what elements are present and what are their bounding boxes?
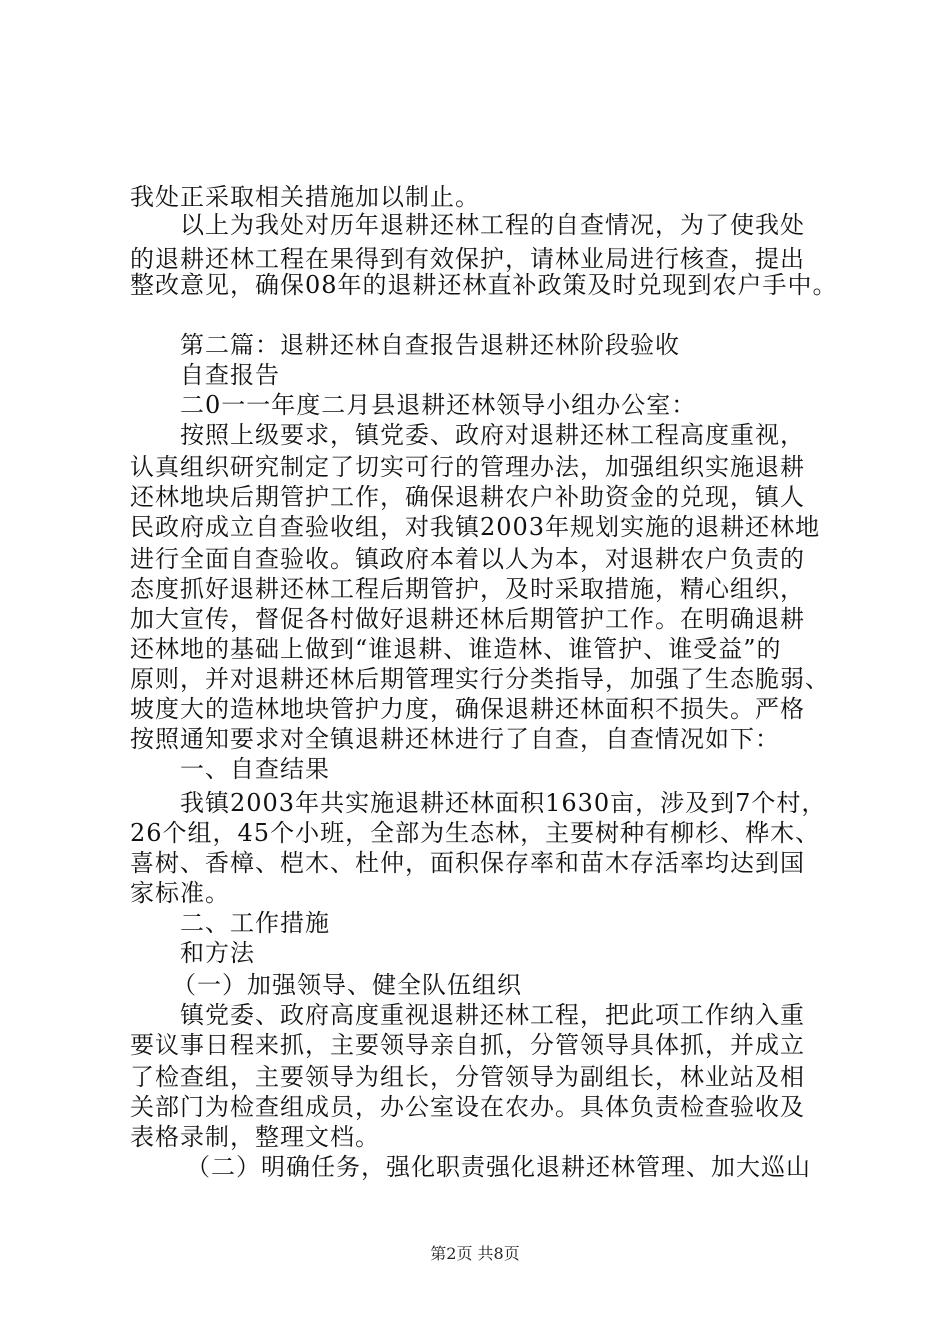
text-line: 我处正采取相关措施加以制止。 <box>130 183 480 211</box>
text-line: 还林地的基础上做到“谁退耕、谁造林、谁管护、谁受益”的 <box>130 635 782 663</box>
subsection-heading: （二）明确任务，强化职责强化退耕还林管理、加大巡山 <box>186 1153 811 1181</box>
text-line: 26个组，45个小班，全部为生态林，主要树种有柳杉、桦木、 <box>130 819 821 847</box>
text-line: 按照上级要求，镇党委、政府对退耕还林工程高度重视， <box>180 421 805 449</box>
text-line: 我镇2003年共实施退耕还林面积1630亩，涉及到7个村， <box>180 789 827 817</box>
text-line: 按照通知要求对全镇退耕还林进行了自查，自查情况如下： <box>130 725 780 753</box>
text-line: 自查报告 <box>180 361 280 389</box>
text-line: 以上为我处对历年退耕还林工程的自查情况，为了使我处 <box>180 211 805 239</box>
text-line: 要议事日程来抓，主要领导亲自抓，分管领导具体抓，并成立 <box>130 1031 805 1059</box>
text-line: 喜树、香樟、桤木、杜仲，面积保存率和苗木存活率均达到国 <box>130 849 805 877</box>
text-line: 了检查组，主要领导为组长，分管领导为副组长，林业站及相 <box>130 1063 805 1091</box>
text-line: 民政府成立自查验收组，对我镇2003年规划实施的退耕还林地 <box>130 513 821 541</box>
text-line: 态度抓好退耕还林工程后期管护，及时采取措施，精心组织， <box>130 575 805 603</box>
text-line: 还林地块后期管护工作，确保退耕农户补助资金的兑现，镇人 <box>130 483 805 511</box>
text-line: 整改意见，确保08年的退耕还林直补政策及时兑现到农户手中。 <box>130 271 838 299</box>
text-line: 进行全面自查验收。镇政府本着以人为本，对退耕农户负责的 <box>130 545 805 573</box>
text-line: 原则，并对退耕还林后期管理实行分类指导，加强了生态脆弱、 <box>130 665 830 693</box>
text-line: 关部门为检查组成员，办公室设在农办。具体负责检查验收及 <box>130 1093 805 1121</box>
text-line: 镇党委、政府高度重视退耕还林工程，把此项工作纳入重 <box>180 1001 805 1029</box>
section-heading-continued: 和方法 <box>180 939 255 967</box>
text-line: 家标准。 <box>130 879 230 907</box>
section-heading: 一、自查结果 <box>180 755 330 783</box>
text-line: 认真组织研究制定了切实可行的管理办法，加强组织实施退耕 <box>130 453 805 481</box>
subsection-heading: （一）加强领导、健全队伍组织 <box>172 971 522 999</box>
text-line: 坡度大的造林地块管护力度，确保退耕还林面积不损失。严格 <box>130 695 805 723</box>
page-number-footer: 第2页 共8页 <box>430 1244 520 1263</box>
section-title: 第二篇：退耕还林自查报告退耕还林阶段验收 <box>180 331 680 359</box>
text-line: 的退耕还林工程在果得到有效保护，请林业局进行核查，提出 <box>130 245 805 273</box>
section-heading: 二、工作措施 <box>180 909 330 937</box>
text-line: 加大宣传，督促各村做好退耕还林后期管护工作。在明确退耕 <box>130 605 805 633</box>
text-line: 二0一一年度二月县退耕还林领导小组办公室： <box>180 391 697 419</box>
text-line: 表格录制，整理文档。 <box>130 1123 380 1151</box>
